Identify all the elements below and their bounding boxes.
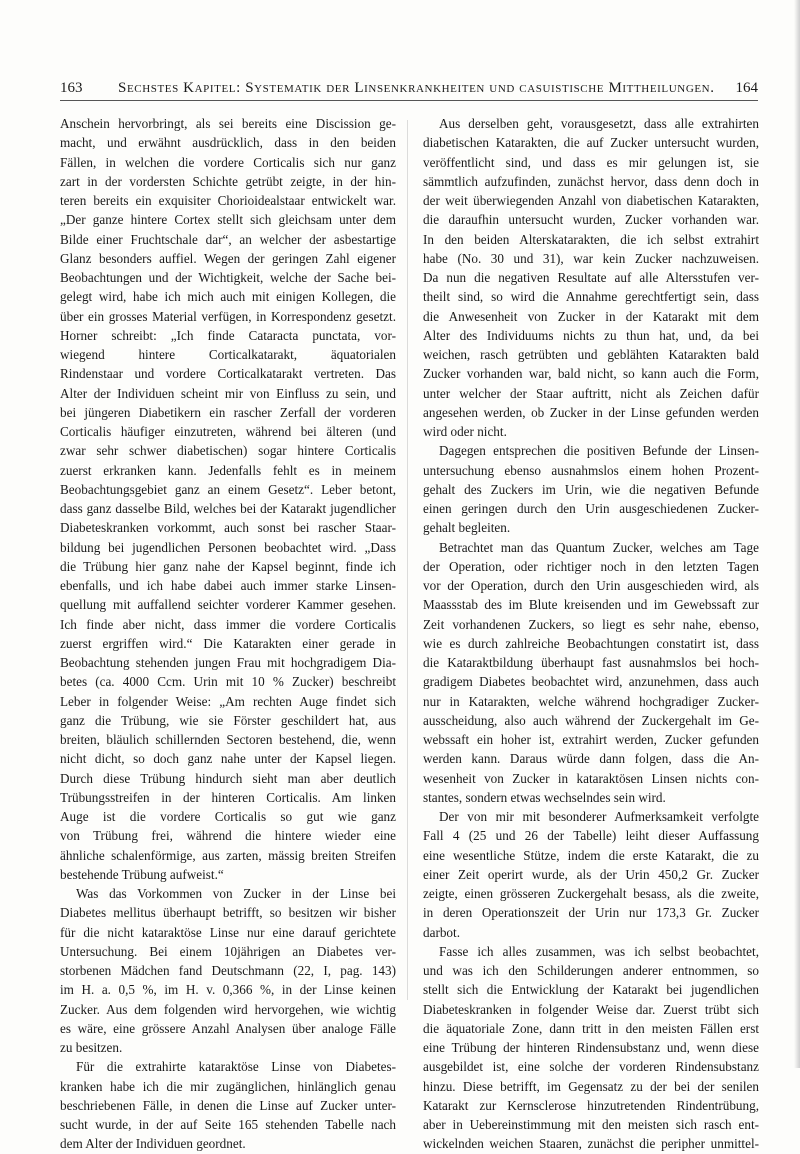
text-line: weichen, rasch getrübten und geblähten Katarakten bald [423,347,759,362]
text-line: theilt sind, so wird die Annahme gerechtfertigt sein, dass [423,289,759,305]
text-line: Für die extrahirte kataraktöse Linse von Diabetes- [76,1059,396,1075]
text-line: Glanz besonders auffiel. Wegen der geringen Zahl eigener [60,250,396,266]
text-line: storbenen Mädchen fand Deutschmann (22, I, pag. 143) [60,963,396,978]
text-line: gehalt begleiten. [423,520,511,536]
running-title: Sechstes Kapitel: Systematik der Linsenkrankheiten und casuistische Mittheilungen. [118,80,715,96]
text-line: Ich finde aber nicht, dass immer die vordere Corticalis [60,616,396,632]
text-line: wesenheit von Zucker in kataraktösen Linsen nichts con- [423,770,759,786]
text-line: eine Trübung der hinteren Rindensubstanz und, wenn diese [423,1040,759,1055]
text-line: und was ich den Schilderungen anderer entnommen, so [423,963,759,978]
page-edge-shadow [794,0,800,1068]
page-number-right: 164 [735,80,758,96]
text-line: in deren Operationszeit der Urin nur 173,3 Gr. Zucker [423,905,759,921]
text-line: die Kataraktbildung überhaupt fast ausnahmslos bei hoch- [423,655,759,670]
text-line: zu besitzen. [60,1040,123,1055]
text-line: unter welcher der Staar auftritt, nicht als Zeichen dafür [423,385,759,401]
text-line: Anschein hervorbringt, als sei bereits eine Discission ge- [60,116,396,131]
text-line: Beobachtungsgebiet ganz an einem Gesetz“. Leber betont, [60,481,396,497]
left-text-column [60,114,396,1154]
text-line: Rindenstaar und vordere Corticalkatarakt vertreten. Das [60,366,396,382]
text-line: ausgebildet ist, eine solche der vorderen Rindensubstanz [423,1059,759,1075]
text-line: wie es durch zahlreiche Beobachtungen constatirt ist, dass [423,635,759,651]
text-line: zuerst ergriffen wird.“ Die Katarakten einer gerade in [60,635,396,651]
text-line: aber in Uebereinstimmung mit den meisten sich rasch ent- [423,1117,759,1132]
text-line: Fällen, in welchen die vordere Corticalis sich nur ganz [60,154,396,170]
text-line: dass ganz dasselbe Bild, welches bei der Katarakt jugendlicher [60,501,396,516]
text-line: untersuchung ebenso ausnahmslos einem hohen Prozent- [423,462,759,478]
text-line: zwar sehr schwer diabetischen) sogar hintere Corticalis [60,443,396,459]
text-line: im H. a. 0,5 %, im H. v. 0,366 %, in der Linse keinen [60,982,396,998]
text-line: Beobachtungen und der Wichtigkeit, welche der Sache bei- [60,270,396,285]
text-line: die Anwesenheit von Zucker in der Katarakt mit dem [423,308,759,324]
text-line: kranken habe ich die mir zugänglichen, hinlänglich genau [60,1078,396,1094]
text-line: stellt sich die Entwicklung der Katarakt bei jugendlichen [423,982,759,998]
text-line: Betrachtet man das Quantum Zucker, welches am Tage [439,539,759,555]
text-line: teren bereits ein exquisiter Chorioidealstaar entwickelt war. [60,193,396,208]
text-line: beschriebenen Fälle, in denen die Linse auf Zucker unter- [60,1097,396,1113]
text-line: bei jüngeren Diabetikern ein rascher Zerfall der vorderen [60,404,396,420]
text-line: Durch diese Trübung hindurch sieht man aber deutlich [60,770,396,786]
text-line: breiten, bläulich schillernden Sectoren bestehend, die, wenn [60,732,396,747]
text-line: Untersuchung. Bei einem 10jährigen an Diabetes ver- [60,943,396,959]
text-line: stantes, sondern etwas wechselndes sein wird. [423,789,666,805]
text-line: ebenfalls, und ich habe dabei auch immer starke Linsen- [60,578,396,593]
text-line: zeigte, einen grösseren Zuckergehalt besass, als die zweite, [423,886,759,901]
text-line: wiegend hintere Corticalkatarakt, äquatorialen [60,347,396,362]
column-gutter [407,120,408,1000]
header-rule [60,100,758,101]
text-line: werden kann. Daraus würde dann folgen, dass die An- [423,751,759,767]
text-line: wickelnden weichen Staaren, zunächst die peripher unmittel- [423,1136,759,1152]
text-line: für die nicht kataraktöse Linse nur eine darauf gerichtete [60,924,396,940]
text-line: Diabeteskranken in folgender Weise dar. Zuerst trübt sich [423,1001,759,1017]
text-line: gehalt des Zuckers im Urin, wie die negativen Befunde [423,481,759,497]
text-line: betes (ca. 4000 Ccm. Urin mit 10 % Zucker) beschreibt [60,674,396,690]
text-line: nur in Katarakten, welche während hochgradiger Zucker- [423,693,759,709]
text-line: hinzu. Diese betrifft, im Gegensatz zu der bei der senilen [423,1078,759,1094]
text-line: Leber in folgender Weise: „Am rechten Auge findet sich [60,693,396,709]
text-line: Diabetes mellitus überhaupt betrifft, so besitzen wir bisher [60,905,396,921]
text-line: Horner schreibt: „Ich finde Cataracta punctata, vor- [60,327,396,343]
text-line: Dagegen entsprechen die positiven Befunde der Linsen- [439,443,759,459]
text-line: zuerst erkranken kann. Jedenfalls fehlt es in meinem [60,462,396,478]
text-line: wird oder nicht. [423,424,507,439]
text-line: die Trübung hier ganz nahe der Kapsel beginnt, finde ich [60,558,396,574]
text-line: die äquatoriale Zone, dann tritt in den meisten Fällen erst [423,1020,759,1036]
text-line: darbot. [423,924,460,940]
text-line: zart in der vordersten Schichte getrübt zeigte, in der hin- [60,173,396,189]
text-line: Beobachtung stehenden jungen Frau mit hochgradigem Dia- [60,655,396,670]
text-line: webssaft ein hoher ist, extrahirt werden, Zucker gefunden [423,732,759,747]
text-line: Aus derselben geht, vorausgesetzt, dass alle extrahirten [439,116,759,131]
text-line: der Operation, oder richtiger noch in den letzten Tagen [423,558,759,574]
text-line: macht, und erwähnt ausdrücklich, dass in den beiden [60,135,396,151]
text-line: der weit überwiegenden Anzahl von diabetischen Katarakten, [423,193,759,208]
text-line: Was das Vorkommen von Zucker in der Linse bei [76,886,396,901]
text-line: bildung bei jugendlichen Personen beobachtet wird. „Dass [60,539,396,555]
text-line: eine wesentliche Stütze, indem die erste Katarakt, die zu [423,847,759,863]
text-line: es wäre, eine grössere Anzahl Analysen über analoge Fälle [60,1020,396,1036]
running-header [60,78,758,98]
text-line: veröffentlicht sind, und dass es mir gelungen ist, sie [423,154,759,170]
text-line: Katarakt zur Kernsclerose hinzutretenden Rindentrübung, [423,1097,759,1113]
text-line: Auge ist die vordere Corticalis so gut wie ganz [60,809,396,824]
text-line: Maassstab des im Blute kreisenden und im Gewebssaft zur [423,597,759,613]
text-line: Alter des Individuums nichts zu thun hat, und, da bei [423,327,759,343]
text-line: diabetischen Katarakten, die auf Zucker untersucht wurden, [423,135,759,151]
text-line: Da nun die negativen Resultate auf alle Altersstufen ver- [423,270,759,285]
text-line: In den beiden Alterskatarakten, die ich selbst extrahirt [423,231,759,247]
text-line: sucht wurde, in der auf Seite 165 stehenden Tabelle nach [60,1117,396,1132]
text-line: habe (No. 30 und 31), war kein Zucker nachzuweisen. [423,250,759,266]
text-line: einer Zeit operirt wurde, als der Urin 450,2 Gr. Zucker [423,866,759,882]
text-line: nicht dicht, so doch ganz nahe unter der Kapsel liegen. [60,751,396,767]
page-number-left: 163 [60,80,83,96]
text-line: ähnliche schalenförmige, aus zarten, mässig breiten Streifen [60,847,396,863]
text-line: dem Alter der Individuen geordnet. [60,1136,246,1152]
text-line: bestehende Trübung aufweist.“ [60,866,224,882]
text-line: Fasse ich alles zusammen, was ich selbst beobachtet, [439,943,759,959]
text-line: Corticalis häufiger einzutreten, während bei älteren (und [60,424,396,439]
text-line: Diabeteskranken vorkommt, auch sonst bei rascher Staar- [60,520,396,536]
text-line: Zucker vorhanden war, bald nicht, so kann auch die Form, [423,366,759,382]
text-line: gradigem Diabetes beobachtet wird, anzunehmen, dass auch [423,674,759,690]
text-line: Alter der Individuen scheint mir von Einfluss zu sein, und [60,385,396,401]
text-line: Bilde einer Fruchtschale dar“, an welcher der asbestartige [60,231,396,247]
text-line: ganz die Trübung, wie sie Förster geschildert hat, aus [60,712,396,728]
text-line: ausscheidung, also auch während der Zuckergehalt im Ge- [423,712,759,728]
text-line: gelegt wird, habe ich mich auch mit einigen Kollegen, die [60,289,396,305]
text-line: quellung mit auffallend seichter vorderer Kammer gesehen. [60,597,396,613]
text-line: sämmtlich aufzufinden, zunächst hervor, dass denn doch in [423,173,759,189]
text-line: vor der Operation, durch den Urin ausgeschieden wird, als [423,578,759,593]
text-line: Der von mir mit besonderer Aufmerksamkeit verfolgte [439,809,759,824]
text-line: Trübungsstreifen in der hinteren Corticalis. Am linken [60,789,396,805]
text-line: einen geringen durch den Urin ausgeschiedenen Zucker- [423,501,759,516]
text-line: „Der ganze hintere Cortex stellt sich gleichsam unter dem [60,212,396,228]
text-line: von Trübung frei, während die hintere wieder eine [60,828,396,844]
text-line: Zucker. Aus dem folgenden wird hervorgehen, wie wichtig [60,1001,396,1017]
text-line: die daraufhin untersucht wurden, Zucker vorhanden war. [423,212,759,228]
text-line: angesehen werden, ob Zucker in der Linse gefunden werden [423,404,759,420]
text-line: Fall 4 (25 und 26 der Tabelle) leiht dieser Auffassung [423,828,759,844]
right-text-column [423,114,759,1154]
text-line: über ein grosses Material verfügen, in Korrespondenz gesetzt. [60,308,396,324]
text-line: Zeit vorhandenen Zuckers, so liegt es sehr nahe, ebenso, [423,616,759,632]
